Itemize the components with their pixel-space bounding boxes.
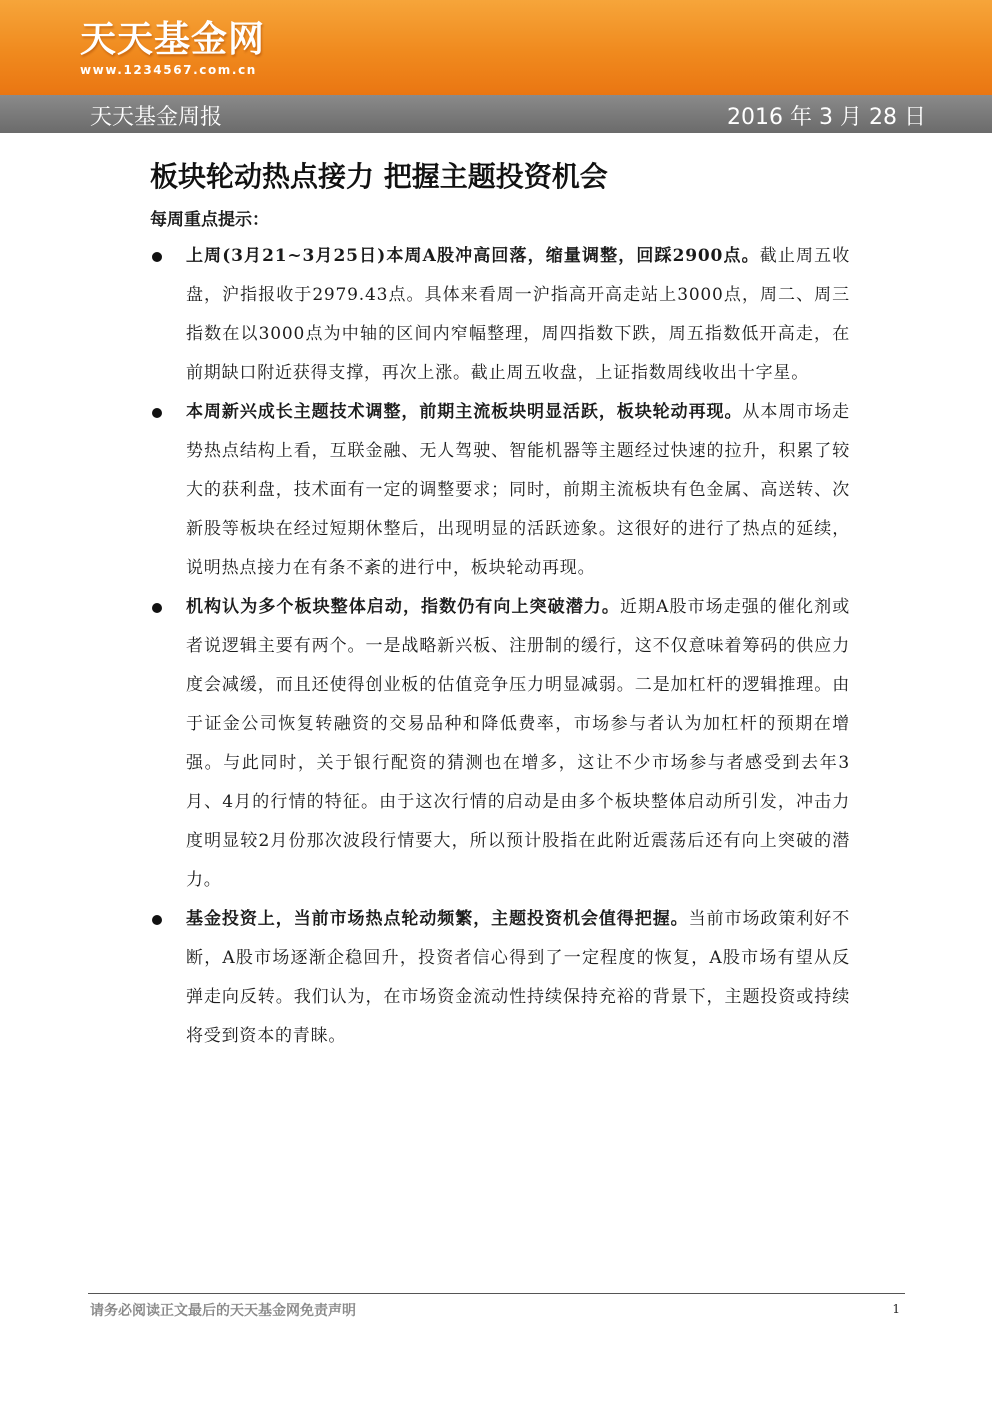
bullet-dot-icon (152, 408, 162, 418)
list-item (150, 900, 850, 1056)
section-heading: 每周重点提示： (150, 210, 269, 230)
report-date: 2016 年 3 月 28 日 (727, 105, 926, 130)
list-item (150, 588, 850, 900)
logo-text: 天天基金网 (80, 19, 266, 60)
bullet-lead: 上周(3月21~3月25日)本周A股冲高回落，缩量调整，回踩2900点。 (186, 246, 760, 266)
bullet-body: 从本周市场走势热点结构上看，互联金融、无人驾驶、智能机器等主题经过快速的拉升，积累了较大的获利盘，技术面有一定的调整要求；同时，前期主流板块有色金属、高送转、次新股等板块在经过短期休整后，出现明显的活跃迹象。这很好的进行了热点的延续，说明热点接力在有条不紊的进行中，板块轮动再现。 (186, 402, 850, 578)
logo-url: www.1234567.com.cn (80, 63, 257, 77)
bullet-lead: 基金投资上，当前市场热点轮动频繁，主题投资机会值得把握。 (186, 909, 689, 929)
bullet-dot-icon (152, 915, 162, 925)
page-title: 板块轮动热点接力 把握主题投资机会 (150, 160, 608, 193)
bullet-body: 截止周五收盘，沪指报收于2979.43点。具体来看周一沪指高开高走站上3000点，周二、周三指数在以3000点为中轴的区间内窄幅整理，周四指数下跌，周五指数低开高走，在前期缺口附近获得支撑，再次上涨。截止周五收盘，上证指数周线收出十字星。 (186, 246, 851, 383)
list-item (150, 393, 850, 588)
page-number: 1 (892, 1302, 900, 1316)
site-logo[interactable] (80, 20, 265, 77)
bullet-lead: 本周新兴成长主题技术调整，前期主流板块明显活跃，板块轮动再现。 (186, 402, 743, 422)
bullet-body: 当前市场政策利好不断，A股市场逐渐企稳回升，投资者信心得到了一定程度的恢复，A股市场有望从反弹走向反转。我们认为，在市场资金流动性持续保持充裕的背景下，主题投资或持续将受到资本的青睐。 (186, 909, 850, 1046)
report-header-bar (0, 95, 992, 133)
bullet-dot-icon (152, 603, 162, 613)
top-banner (0, 0, 992, 95)
bullet-lead: 机构认为多个板块整体启动，指数仍有向上突破潜力。 (186, 597, 620, 617)
bullet-body: 近期A股市场走强的催化剂或者说逻辑主要有两个。一是战略新兴板、注册制的缓行，这不仅意味着筹码的供应力度会减缓，而且还使得创业板的估值竞争压力明显减弱。二是加杠杆的逻辑推理。由于证金公司恢复转融资的交易品种和降低费率，市场参与者认为加杠杆的预期在增强。与此同时，关于银行配资的猜测也在增多，这让不少市场参与者感受到去年3月、4月的行情的特征。由于这次行情的启动是由多个板块整体启动所引发，冲击力度明显较2月份那次波段行情要大，所以预计股指在此附近震荡后还有向上突破的潜力。 (186, 597, 850, 890)
footer-divider (88, 1293, 905, 1294)
key-points-list (150, 237, 850, 1056)
bullet-dot-icon (152, 252, 162, 262)
footer-disclaimer: 请务必阅读正文最后的天天基金网免责声明 (90, 1303, 356, 1319)
report-name: 天天基金周报 (90, 105, 223, 130)
list-item (150, 237, 850, 393)
